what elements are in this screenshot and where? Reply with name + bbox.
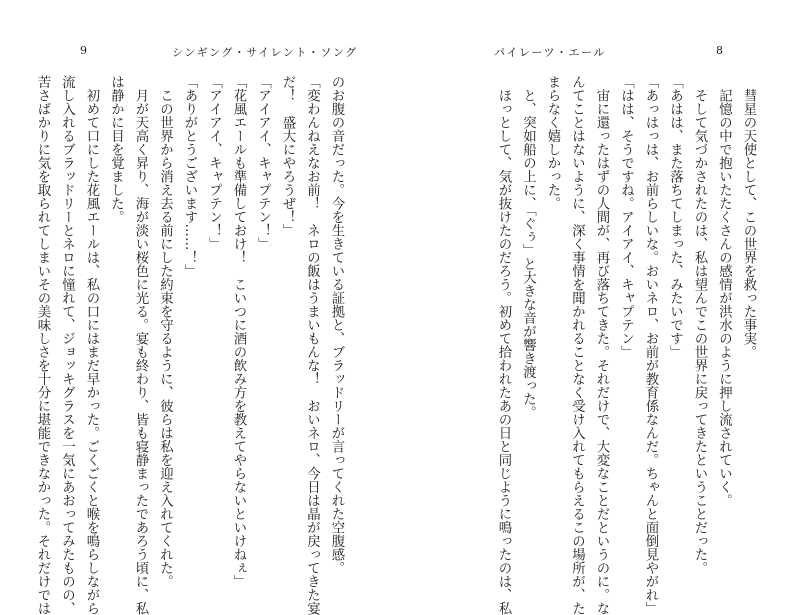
text-line: ほっとして、気が抜けたのだろう。初めて拾われたあの日と同じように鳴ったのは、私 xyxy=(496,75,511,615)
text-line: 「はは、そうですね。アイアイ、キャプテン」 xyxy=(618,75,634,359)
text-line: そして気づかされたのは、私は望んでこの世界に戻ってきたということだった。 xyxy=(692,75,707,575)
text-line: 「ありがとうございます……！」 xyxy=(182,75,197,278)
text-line: は静かに目を覚ました。 xyxy=(108,75,124,224)
left-page-body xyxy=(35,75,348,615)
page-number: 8 xyxy=(716,44,723,57)
text-line: 記憶の中で抱いたたくさんの感情が洪水のように押し流されていく。 xyxy=(716,75,732,507)
page-number: 9 xyxy=(80,44,87,57)
text-line: 「アイアイ、キャプテン！」 xyxy=(255,75,271,251)
text-line: この世界から消え去る前にした約束を守るように、彼らは私を迎え入れてくれた。 xyxy=(157,75,173,588)
text-line: だ！ 盛大にやろうぜ！」 xyxy=(280,75,295,237)
text-line: 苦さばかりに気を取られてしまいその美味しさを十分に堪能できなかった。それだけでは xyxy=(35,75,50,615)
text-line: のお腹の音だった。今を生きている証拠と、ブラッドリーが言ってくれた空腹感。 xyxy=(329,75,344,575)
text-line: 「花風エールも準備しておけ！ こいつに酒の飲み方を教えてやらないといけねぇ」 xyxy=(231,75,246,588)
text-line: 「変わんねえなお前！ ネロの飯はうまいもんな！ おいネロ、今日は晶が戻ってきた宴 xyxy=(304,75,320,615)
text-line: 「あっはっは、お前らしいな。おいネロ、お前が教育係なんだ。ちゃんと面倒見やがれ」 xyxy=(643,75,658,615)
text-line: 流し入れるブラッドリーとネロに憧れて、ジョッキグラスを一気にあおってみたものの、 xyxy=(59,75,75,615)
text-line: 「アイアイ、キャプテン！」 xyxy=(206,75,222,251)
text-line: と、突如船の上に、「ぐぅ」と大きな音が響き渡った。 xyxy=(520,75,536,420)
right-page-body xyxy=(478,75,760,615)
running-head: シンギング・サイレント・ソング xyxy=(172,46,358,59)
right-page xyxy=(400,0,800,615)
running-head: パイレーツ・エール xyxy=(494,46,606,59)
text-line: 宙に還ったはずの人間が、再び落ちてきた。それだけで、大変なことだというのに。な xyxy=(594,75,609,615)
text-line: まらなく嬉しかった。 xyxy=(545,75,560,210)
text-line: 「あはは、また落ちてしまった、みたいです」 xyxy=(667,75,683,359)
text-line: 初めて口にした花風エールは、私の口にはまだ早かった。ごくごくと喉を鳴らしながら xyxy=(84,75,99,615)
text-line: 彗星の天使として、この世界を救った事実。 xyxy=(741,75,756,359)
text-line: 月が天高く昇り、海が淡い桜色に光る。宴も終わり、皆も寝静まったであろう頃に、私 xyxy=(133,75,148,615)
text-line: んてことはないように、深く事情を聞かれることなく受け入れてもらえるこの場所が、た xyxy=(569,75,585,615)
